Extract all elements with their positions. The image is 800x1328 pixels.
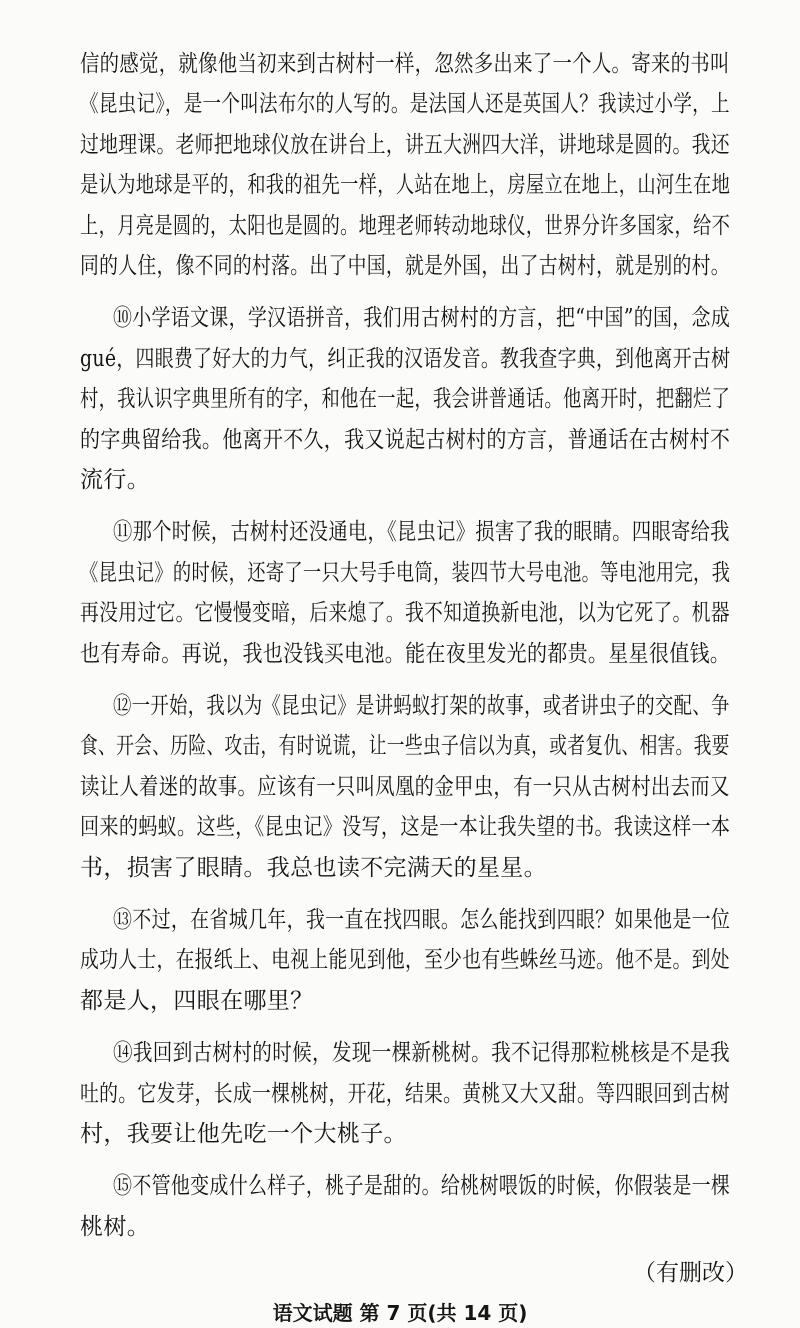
text-line: 同的人住，像不同的村落。出了中国，就是外国，出了古树村，就是别的村。 xyxy=(80,253,730,279)
text-line: ⑬不过，在省城几年，我一直在找四眼。怎么能找到四眼？如果他是一位 xyxy=(113,907,731,933)
text-line: 都是人，四眼在哪里？ xyxy=(80,988,314,1014)
text-line: ⑪那个时候，古树村还没通电，《昆虫记》损害了我的眼睛。四眼寄给我 xyxy=(113,519,730,545)
text-line: 书，损害了眼睛。我总也读不完满天的星星。 xyxy=(80,855,547,881)
text-line: 读让人着迷的故事。应该有一只叫凤凰的金甲虫，有一只从古树村出去而又 xyxy=(80,774,730,800)
text-line: 的字典留给我。他离开不久，我又说起古树村的方言，普通话在古树村不 xyxy=(80,427,731,453)
source-note: （有删改） xyxy=(633,1260,748,1286)
text-line: 再没用过它。它慢慢变暗，后来熄了。我不知道换新电池，以为它死了。机器 xyxy=(80,600,730,626)
text-line: ⑭我回到古树村的时候，发现一棵新桃树。我不记得那粒桃核是不是我 xyxy=(113,1040,730,1066)
text-line: 回来的蚂蚁。这些，《昆虫记》没写，这是一本让我失望的书。我读这样一本 xyxy=(80,814,731,840)
text-line: 吐的。它发芽，长成一棵桃树，开花，结果。黄桃又大又甜。等四眼回到古树 xyxy=(80,1081,730,1107)
text-line: 流行。 xyxy=(80,467,151,493)
text-line: 食、开会、历险、攻击，有时说谎，让一些虫子信以为真，或者复仇、相害。我要 xyxy=(80,733,730,759)
text-line: 信的感觉，就像他当初来到古树村一样，忽然多出来了一个人。寄来的书叫 xyxy=(80,51,730,77)
text-line: 是认为地球是平的，和我的祖先一样，人站在地上，房屋立在地上，山河生在地 xyxy=(80,172,731,198)
text-line: 过地理课。老师把地球仪放在讲台上，讲五大洲四大洋，讲地球是圆的。我还 xyxy=(80,132,730,158)
text-line: ⑫一开始，我以为《昆虫记》是讲蚂蚁打架的故事，或者讲虫子的交配、争 xyxy=(113,693,730,719)
text-line: 也有寿命。再说，我也没钱买电池。能在夜里发光的都贵。星星很值钱。 xyxy=(80,641,731,667)
text-line: 村，我要让他先吃一个大桃子。 xyxy=(80,1121,407,1147)
text-line: 村，我认识字典里所有的字，和他在一起，我会讲普通话。他离开时，把翻烂了 xyxy=(80,386,731,412)
text-line: 桃树。 xyxy=(80,1214,151,1240)
text-line: 成功人士，在报纸上、电视上能见到他，至少也有些蛛丝马迹。他不是。到处 xyxy=(80,947,730,973)
text-line: ⑮不管他变成什么样子，桃子是甜的。给桃树喂饭的时候，你假装是一棵 xyxy=(113,1173,731,1199)
text-line: gué，四眼费了好大的力气，纠正我的汉语发音。教我查字典，到他离开古树 xyxy=(80,346,731,372)
page-footer: 语文试题 第 7 页(共 14 页) xyxy=(272,1301,528,1325)
text-line: 《昆虫记》的时候，还寄了一只大号手电筒，装四节大号电池。等电池用完，我 xyxy=(80,560,731,586)
text-line: 上，月亮是圆的，太阳也是圆的。地理老师转动地球仪，世界分许多国家，给不 xyxy=(80,213,731,239)
text-line: 《昆虫记》，是一个叫法布尔的人写的。是法国人还是英国人？我读过小学，上 xyxy=(80,91,730,117)
text-line: ⑩小学语文课，学汉语拼音，我们用古树村的方言，把“中国”的国，念成 xyxy=(113,305,731,331)
